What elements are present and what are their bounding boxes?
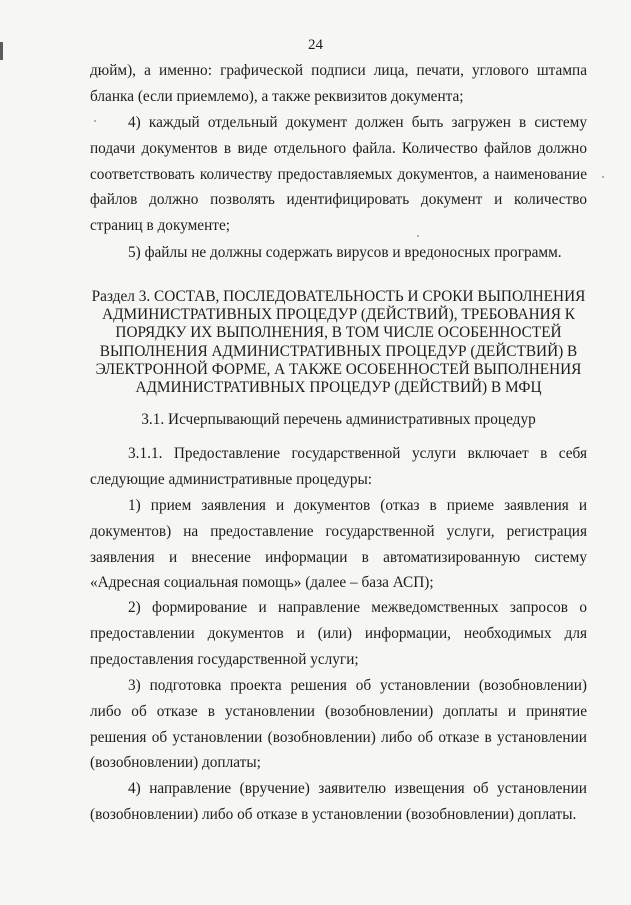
scan-speck <box>417 235 419 237</box>
list-item-procedure-4: 4) направление (вручение) заявителю извещения об установлении (возобновлении) либо об отказе в установлении (возобновлении) доплаты. <box>90 780 587 823</box>
list-item-procedure-2: 2) формирование и направление межведомственных запросов о предоставлении документов и (или) информации, необходимых для предоставления государственной услуги; <box>90 599 587 668</box>
paragraph-3-1-1: 3.1.1. Предоставление государственной услуги включает в себя следующие административные процедуры: <box>90 445 587 488</box>
page-number: 24 <box>308 37 323 53</box>
scan-speck <box>94 120 96 122</box>
subsection-heading: 3.1. Исчерпывающий перечень административных процедур <box>141 411 536 428</box>
list-item-procedure-1: 1) прием заявления и документов (отказ в приеме заявления и документов) на предоставление государственной услуги, регистрация заявления и внесение информации в автоматизированную систему «Адресная социальная помощь» (далее – база АСП); <box>90 497 587 592</box>
paragraph-item-5-virus-rule: 5) файлы не должны содержать вирусов и вредоносных программ. <box>128 244 562 261</box>
section-heading: Раздел 3. СОСТАВ, ПОСЛЕДОВАТЕЛЬНОСТЬ И СРОКИ ВЫПОЛНЕНИЯ АДМИНИСТРАТИВНЫХ ПРОЦЕДУР (ДЕЙСТВИЙ), ТРЕБОВАНИЯ К ПОРЯДКУ ИХ ВЫПОЛНЕНИЯ, В ТОМ ЧИСЛЕ ОСОБЕННОСТЕЙ ВЫПОЛНЕНИЯ АДМИНИСТРАТИВНЫХ ПРОЦЕДУР (ДЕЙСТВИЙ) В ЭЛЕКТРОННОЙ ФОРМЕ, А ТАКЖЕ ОСОБЕННОСТЕЙ ВЫПОЛНЕНИЯ АДМИНИСТРАТИВНЫХ ПРОЦЕДУР (ДЕЙСТВИЙ) В МФЦ <box>91 288 586 397</box>
list-item-procedure-3: 3) подготовка проекта решения об установлении (возобновлении) либо об отказе в установлении (возобновлении) доплаты и принятие решения об установлении (возобновлении) либо об отказе в установлении (возобновлении) доплаты; <box>90 677 587 772</box>
paragraph-continuation: дюйм), а именно: графической подписи лица, печати, углового штампа бланка (если приемлемо), а также реквизитов документа; <box>90 62 587 105</box>
paragraph-item-4-upload-rules: 4) каждый отдельный документ должен быть загружен в систему подачи документов в виде отдельного файла. Количество файлов должно соответствовать количеству предоставляемых документов, а наименование файлов должно позволять идентифицировать документ и количество страниц в документе; <box>90 114 587 235</box>
scan-speck <box>602 176 604 178</box>
